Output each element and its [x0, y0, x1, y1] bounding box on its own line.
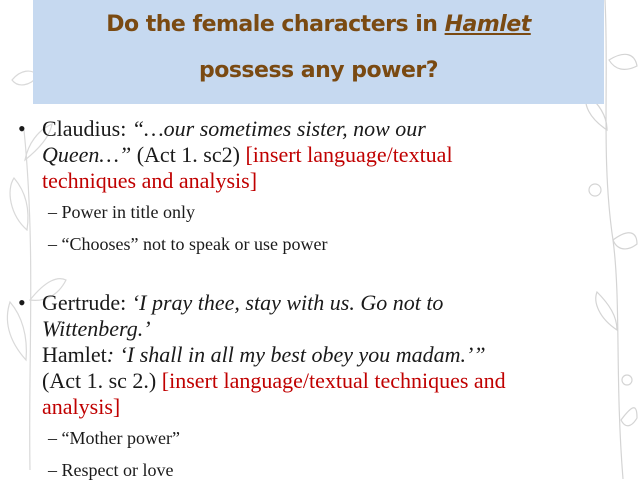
title-hamlet-emphasis: Hamlet — [444, 12, 531, 37]
bullet-dot: • — [18, 290, 26, 315]
gertrude-quote-line-2: Wittenberg.’ — [42, 316, 151, 341]
claudius-insert-note-line-1: [insert language/textual — [245, 142, 453, 167]
gertrude-act-reference: (Act 1. sc 2.) — [42, 368, 162, 393]
claudius-act-reference: (Act 1. sc2) — [131, 142, 246, 167]
slide-title-line-1 — [33, 12, 604, 37]
slide-title-banner — [33, 0, 604, 104]
hamlet-label: Hamlet — [42, 342, 107, 367]
claudius-quote-line-1: “…our sometimes sister, now our — [131, 116, 426, 141]
bullet-dot: • — [18, 116, 26, 141]
gertrude-sub-point-2: – Respect or love — [48, 460, 174, 480]
claudius-insert-note-line-2: techniques and analysis] — [42, 168, 258, 193]
gertrude-insert-note-line-1: [insert language/textual techniques and — [161, 368, 506, 393]
claudius-sub-point-1: – Power in title only — [48, 202, 195, 222]
slide-title-line-2: possess any power? — [198, 58, 439, 83]
gertrude-label: Gertrude: — [42, 290, 132, 315]
gertrude-sub-point-1: – “Mother power” — [48, 428, 180, 448]
claudius-sub-point-2: – “Chooses” not to speak or use power — [48, 234, 328, 254]
hamlet-quote: ‘I shall in all my best obey you madam.’” — [114, 342, 486, 367]
gertrude-quote-line-1: ‘I pray thee, stay with us. Go not to — [131, 290, 444, 315]
claudius-label: Claudius: — [42, 116, 132, 141]
claudius-quote-line-2: Queen…” — [42, 142, 132, 167]
title-prefix: Do the female characters in — [106, 12, 445, 37]
hamlet-colon: : — [106, 342, 115, 367]
gertrude-insert-note-line-2: analysis] — [42, 394, 121, 419]
